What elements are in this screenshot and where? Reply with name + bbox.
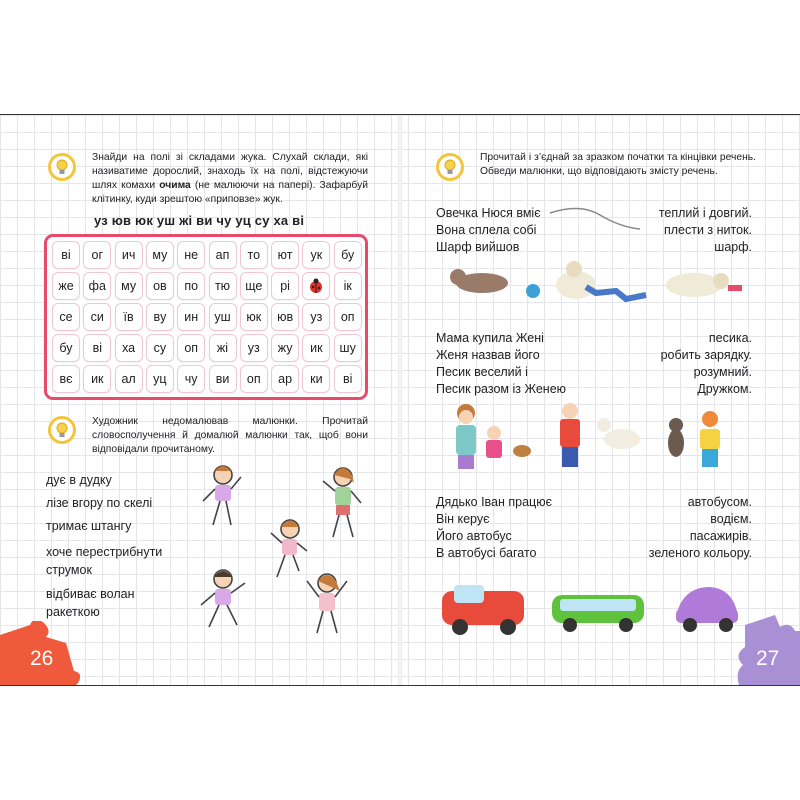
sentence-start[interactable]: Песик разом із Женею <box>436 382 567 396</box>
syllable-cell[interactable]: фа <box>84 273 110 299</box>
phrase-item: відбиває волан <box>46 587 135 601</box>
syllable-cell[interactable]: оп <box>335 304 361 330</box>
book-spread <box>0 114 800 686</box>
sentence-start[interactable]: Вона сплела собі <box>436 223 537 237</box>
sentence-end[interactable]: песика. <box>708 331 752 345</box>
syllable-cell[interactable]: ют <box>272 242 298 268</box>
syllable-cell[interactable]: уз <box>303 304 329 330</box>
sentence-start[interactable]: Шарф вийшов <box>436 240 520 254</box>
lightbulb-icon <box>436 153 464 181</box>
syllable-cell[interactable]: же <box>53 273 79 299</box>
sentence-start[interactable]: Женя назвав його <box>436 348 540 362</box>
phrase-item: струмок <box>46 563 92 577</box>
syllable-cell[interactable]: си <box>84 304 110 330</box>
syllable-cell[interactable]: то <box>241 242 267 268</box>
sentence-end[interactable]: зеленого кольору. <box>648 546 752 560</box>
phrase-item: лізе вгору по скелі <box>46 496 153 510</box>
syllable-cell[interactable]: шу <box>335 335 361 361</box>
syllable-cell[interactable]: тю <box>210 273 236 299</box>
sentence-start[interactable]: Овечка Нюся вміє <box>436 206 541 220</box>
ladybug-icon <box>308 278 324 294</box>
phrase-item: тримає штангу <box>46 519 132 533</box>
vehicles-illustration <box>420 577 750 641</box>
syllable-cell[interactable]: ов <box>147 273 173 299</box>
syllable-cell[interactable]: ще <box>241 273 267 299</box>
page-number: 26 <box>30 647 54 670</box>
syllable-cell[interactable]: ог <box>84 242 110 268</box>
syllable-cell[interactable]: чу <box>178 366 204 392</box>
syllable-cell[interactable]: му <box>116 273 142 299</box>
syllable-cell[interactable]: бу <box>335 242 361 268</box>
syllable-cell[interactable]: ич <box>116 242 142 268</box>
syllables-line: уз юв юк уш жі ви чу уц су ха ві <box>94 213 305 228</box>
syllable-cell[interactable]: ки <box>303 366 329 392</box>
syllable-cell[interactable]: уц <box>147 366 173 392</box>
syllable-cell[interactable]: ха <box>116 335 142 361</box>
page-gutter <box>398 115 402 685</box>
sentence-start[interactable]: Мама купила Жені <box>436 331 544 345</box>
syllable-cell[interactable]: оп <box>178 335 204 361</box>
sentence-start[interactable]: Песик веселий і <box>436 365 528 379</box>
sentence-end[interactable]: розумний. <box>693 365 752 379</box>
syllable-cell[interactable]: не <box>178 242 204 268</box>
syllable-cell[interactable]: вy <box>147 304 173 330</box>
syllable-cell[interactable]: ви <box>210 366 236 392</box>
sentence-end[interactable]: автобусом. <box>687 495 752 509</box>
lightbulb-icon <box>48 416 76 444</box>
sample-connector-line <box>540 201 650 241</box>
sentence-end[interactable]: Дружком. <box>697 382 752 396</box>
syllable-cell[interactable]: ві <box>84 335 110 361</box>
syllable-cell[interactable]: ал <box>116 366 142 392</box>
sentence-start[interactable]: Дядько Іван працює <box>436 495 552 509</box>
task-instruction-finish-drawings: Художник недомалював малюнки. Прочитай словосполучення й домалюй малюнки так, щоб вони відповідали прочитаному. <box>92 416 368 455</box>
task-instruction-find-bug: Знайди на полі зі складами жука. Слухай склади, які називатиме дорослий, знаходь їх на полі, відстежуючи шлях комахи очима (не малюючи на папері). Зафарбуй клітинку, куди зрештою «приповзе» жук. <box>92 152 368 205</box>
phrase-item: дує в дудку <box>46 473 112 487</box>
syllable-cell[interactable]: ик <box>303 335 329 361</box>
unfinished-figures-illustration <box>195 459 375 641</box>
syllable-cell[interactable]: рі <box>272 273 298 299</box>
syllable-cell[interactable]: юк <box>241 304 267 330</box>
syllable-cell[interactable]: ик <box>84 366 110 392</box>
syllable-cell[interactable]: оп <box>241 366 267 392</box>
syllable-cell[interactable]: ік <box>335 273 361 299</box>
syllable-cell[interactable]: вє <box>53 366 79 392</box>
task-instruction-match-sentences: Прочитай і з’єднай за зразком початки та кінцівки речень. Обведи малюнки, що відповідають змісту речень. <box>480 152 756 177</box>
syllable-cell[interactable]: жу <box>272 335 298 361</box>
syllable-cell[interactable]: юв <box>272 304 298 330</box>
syllable-cell[interactable]: бу <box>53 335 79 361</box>
syllable-cell[interactable]: уз <box>241 335 267 361</box>
syllable-grid <box>44 234 368 400</box>
family-and-dog-illustration <box>448 399 748 475</box>
syllable-cell[interactable]: ві <box>53 242 79 268</box>
sentence-start[interactable]: Він керує <box>436 512 490 526</box>
syllable-cell[interactable]: ві <box>335 366 361 392</box>
sentence-end[interactable]: шарф. <box>714 240 752 254</box>
sheep-knitting-illustration <box>436 261 756 305</box>
sentence-end[interactable]: пасажирів. <box>689 529 752 543</box>
syllable-cell[interactable]: по <box>178 273 204 299</box>
syllable-cell[interactable]: се <box>53 304 79 330</box>
syllable-cell[interactable]: ин <box>178 304 204 330</box>
phrase-item: хоче перестрибнути <box>46 545 163 559</box>
sentence-start[interactable]: В автобусі багато <box>436 546 537 560</box>
ladybug-cell[interactable] <box>303 273 329 299</box>
phrase-item: ракеткою <box>46 605 100 619</box>
syllable-cell[interactable]: ар <box>272 366 298 392</box>
syllable-cell[interactable]: ап <box>210 242 236 268</box>
syllable-cell[interactable]: му <box>147 242 173 268</box>
sentence-end[interactable]: робить зарядку. <box>660 348 752 362</box>
lightbulb-icon <box>48 153 76 181</box>
syllable-cell[interactable]: їв <box>116 304 142 330</box>
syllable-cell[interactable]: жі <box>210 335 236 361</box>
syllable-cell[interactable]: уш <box>210 304 236 330</box>
sentence-end[interactable]: плести з ниток. <box>663 223 752 237</box>
sentence-end[interactable]: водієм. <box>710 512 752 526</box>
page-number: 27 <box>756 647 780 670</box>
sentence-end[interactable]: теплий і довгий. <box>658 206 752 220</box>
syllable-cell[interactable]: су <box>147 335 173 361</box>
sentence-start[interactable]: Його автобус <box>436 529 512 543</box>
syllable-cell[interactable]: ук <box>303 242 329 268</box>
